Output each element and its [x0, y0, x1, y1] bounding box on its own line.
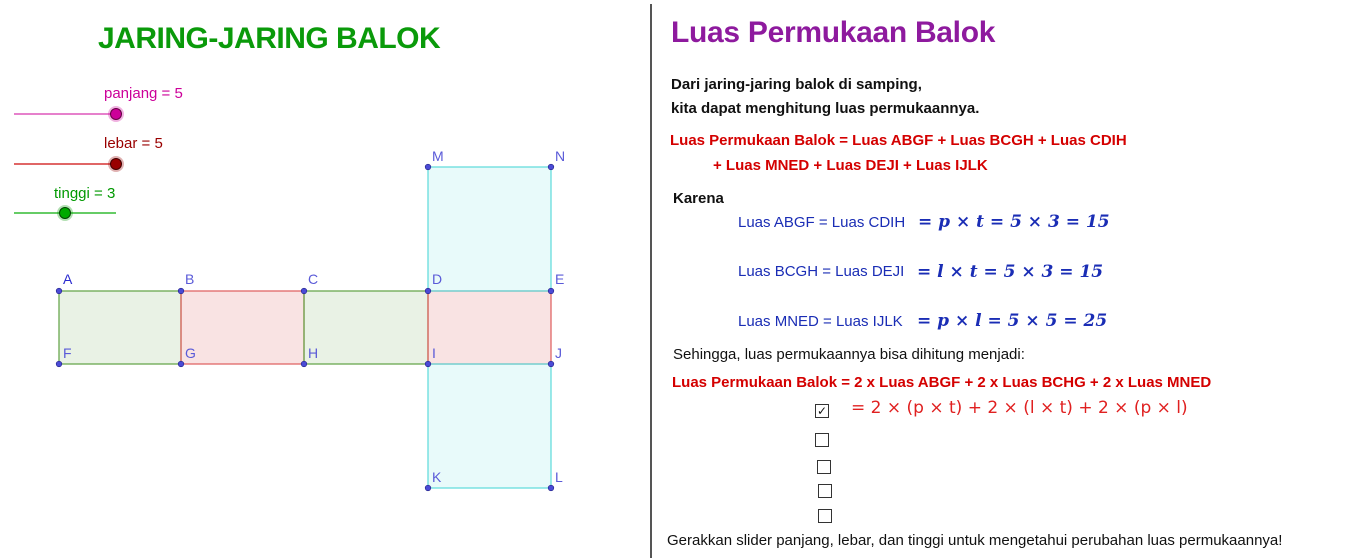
checkbox-step-4[interactable]: [818, 484, 832, 498]
step-1-expression: = 2 × (p × t) + 2 × (l × t) + 2 × (p × l): [851, 398, 1188, 418]
point-m[interactable]: [425, 164, 431, 170]
face-cdih: [304, 291, 428, 364]
face-ijlk: [428, 364, 551, 488]
final-formula: Luas Permukaan Balok = 2 x Luas ABGF + 2 x Luas BCHG + 2 x Luas MNED: [672, 374, 1212, 391]
point-d[interactable]: [425, 288, 431, 294]
point-h[interactable]: [301, 361, 307, 367]
face-abgf: [59, 291, 181, 364]
face-bchg: [181, 291, 304, 364]
label-m: M: [432, 148, 444, 164]
label-l: L: [555, 469, 563, 485]
eq1-label: Luas ABGF = Luas CDIH: [738, 214, 906, 231]
point-l[interactable]: [548, 485, 554, 491]
label-j: J: [555, 345, 562, 361]
checkbox-step-5[interactable]: [818, 509, 832, 523]
point-b[interactable]: [178, 288, 184, 294]
face-deji: [428, 291, 551, 364]
formula-line-2: + Luas MNED + Luas DEJI + Luas IJLK: [713, 157, 988, 174]
net-graphics: [0, 0, 650, 558]
label-g: G: [185, 345, 196, 361]
sehingga-text: Sehingga, luas permukaannya bisa dihitung menjadi:: [673, 346, 1025, 363]
checkbox-step-3[interactable]: [817, 460, 831, 474]
point-e[interactable]: [548, 288, 554, 294]
eq3-math: = p × l = 5 × 5 = 25: [917, 311, 1108, 331]
eq1-math: = p × t = 5 × 3 = 15: [918, 212, 1110, 232]
slider-tinggi[interactable]: [14, 205, 116, 221]
slider-lebar[interactable]: [14, 156, 124, 172]
label-n: N: [555, 148, 566, 164]
slider-lebar-label: lebar = 5: [104, 135, 163, 152]
label-e: E: [555, 271, 565, 287]
point-n[interactable]: [548, 164, 554, 170]
eq3-label: Luas MNED = Luas IJLK: [738, 313, 903, 330]
label-f: F: [63, 345, 72, 361]
formula-line-1: Luas Permukaan Balok = Luas ABGF + Luas BCGH + Luas CDIH: [670, 132, 1127, 149]
eq2-label: Luas BCGH = Luas DEJI: [738, 263, 905, 280]
point-i[interactable]: [425, 361, 431, 367]
checkbox-step-2[interactable]: [815, 433, 829, 447]
label-i: I: [432, 345, 436, 361]
karena-label: Karena: [673, 190, 724, 207]
eq2-math: = l × t = 5 × 3 = 15: [917, 262, 1104, 282]
point-g[interactable]: [178, 361, 184, 367]
point-j[interactable]: [548, 361, 554, 367]
point-c[interactable]: [301, 288, 307, 294]
label-b: B: [185, 271, 195, 287]
face-mned: [428, 167, 551, 291]
intro-line-2: kita dapat menghitung luas permukaannya.: [671, 100, 980, 117]
label-a: A: [63, 271, 73, 287]
panel-divider: [650, 4, 652, 558]
slider-tinggi-label: tinggi = 3: [54, 185, 116, 202]
footer-instruction: Gerakkan slider panjang, lebar, dan tinggi untuk mengetahui perubahan luas permukaannya!: [667, 532, 1283, 549]
slider-tinggi-handle[interactable]: [60, 208, 71, 219]
point-a[interactable]: [56, 288, 62, 294]
label-h: H: [308, 345, 319, 361]
slider-panjang[interactable]: [14, 106, 124, 122]
point-f[interactable]: [56, 361, 62, 367]
slider-panjang-handle[interactable]: [111, 109, 122, 120]
label-c: C: [308, 271, 319, 287]
slider-panjang-label: panjang = 5: [104, 85, 183, 102]
slider-lebar-handle[interactable]: [111, 159, 122, 170]
point-k[interactable]: [425, 485, 431, 491]
right-title: Luas Permukaan Balok: [671, 16, 996, 49]
checkbox-step-1[interactable]: ✓: [816, 404, 828, 418]
intro-line-1: Dari jaring-jaring balok di samping,: [671, 76, 922, 93]
label-d: D: [432, 271, 443, 287]
label-k: K: [432, 469, 442, 485]
left-title: JARING-JARING BALOK: [98, 22, 441, 55]
